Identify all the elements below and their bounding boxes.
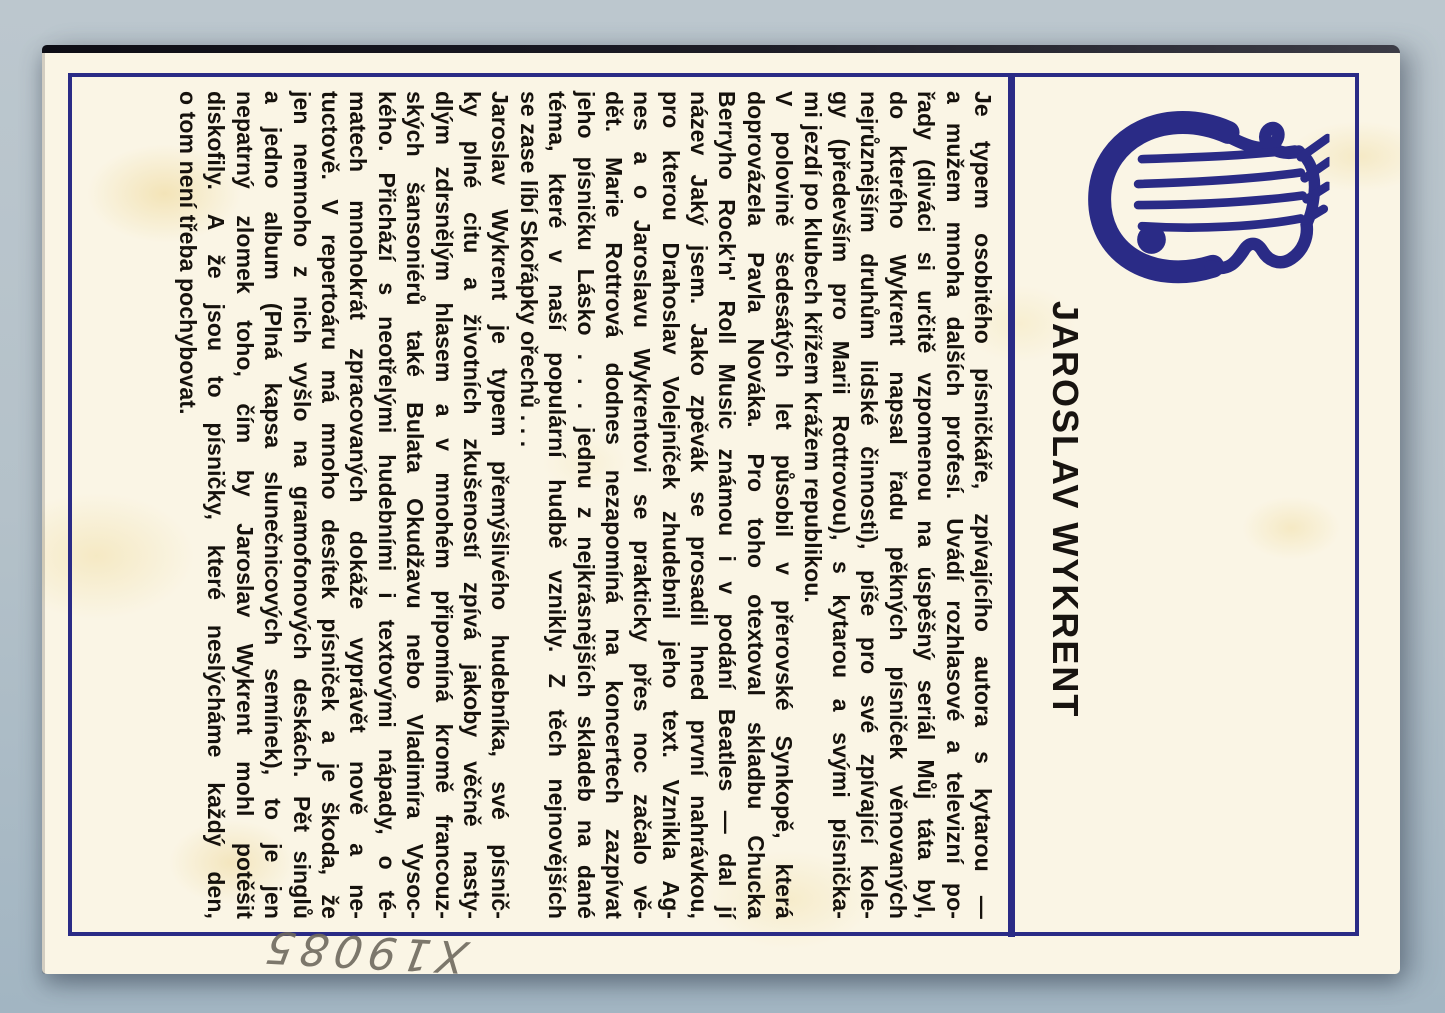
text-line: jen nemnoho z nich vyšlo na gramofonových deskách. Pět singlů — [288, 91, 315, 919]
text-line: a jedno album (Plná kapsa slunečnicových semínek), to je jen — [260, 91, 287, 919]
text-line: nejrůznějším druhům lidské činnosti), píše pro své zpívající kole- — [856, 91, 883, 919]
rotated-card-content — [70, 73, 1357, 937]
text-line: V polovině šedesátých let působil v přerovské Synkopě, která — [771, 91, 798, 919]
text-line: Jaroslav Wykrent je typem přemýšlivého hudebníka, své písnič- — [487, 91, 514, 919]
text-line: ky plné citu a životních zkušeností zpívá jakoby věčně nasty- — [458, 91, 485, 919]
text-line: kého. Přichází s neotřelými hudebními i textovými nápady, o té- — [373, 91, 400, 919]
text-line: se zase líbí Skořápky ořechů . . . — [515, 91, 542, 448]
text-line: pro kterou Drahoslav Volejníček zhudebnil jeho text. Vznikla Ag- — [657, 91, 684, 919]
card-top-edge-shadow — [42, 45, 1400, 53]
publisher-logo — [1085, 100, 1330, 290]
title-divider-rule — [1008, 73, 1015, 937]
biography-text — [174, 91, 997, 919]
text-line: ských šansoniérů také Bulata Okudžavu nebo Vladimíra Vysoc- — [402, 91, 429, 919]
card-left-edge-shadow — [42, 49, 45, 974]
artist-name-title: JAROSLAV WYKRENT — [1045, 301, 1086, 719]
text-line: matech mnohokrát zpracovaných dokáže vyprávět nově a ne- — [345, 91, 372, 919]
text-line: gy (především pro Marii Rottrovou), s kytarou a svými písnička- — [828, 91, 855, 919]
text-line: řady (diváci si určitě vzpomenou na úspěšný seriál Můj táta byl, — [913, 91, 940, 919]
text-line: Je typem osobitého písničkáře, zpívajícího autora s kytarou — — [970, 91, 996, 919]
text-line: nes a o Jaroslavu Wykrentovi se prakticky přes noc začalo vě- — [629, 91, 656, 919]
postcard — [42, 45, 1400, 982]
text-line: téma, které v naší populární hudbě vznikly. Z těch nejnovějších — [544, 91, 571, 919]
text-line: doprovázela Pavla Nováka. Pro toho otextoval skladbu Chucka — [742, 91, 769, 919]
handwritten-catalog-number: X19085 — [256, 920, 472, 982]
text-line: o tom není třeba pochybovat. — [175, 91, 202, 415]
text-line: do kterého Wykrent napsal řadu pěkných písniček věnovaných — [884, 91, 911, 919]
text-line: jeho písničku Lásko . . . jednu z nejkrásnějších skladeb na dané — [572, 91, 599, 919]
text-line: mi jezdí po klubech křížem krážem republikou. — [799, 91, 826, 603]
stylized-guitar-logo-icon — [1085, 100, 1330, 290]
text-line: dlým zdrsnělým hlasem a v mnohém připomíná kromě francouz- — [430, 91, 457, 919]
text-line: název Jaký jsem. Jako zpěvák se prosadil hned první nahrávkou, — [686, 91, 713, 919]
text-line: Berryho Rock'n' Roll Music známou i v podání Beatles — dal jí — [714, 91, 741, 919]
text-line: diskofily. A že jsou to písničky, které neslýcháme každý den, — [203, 91, 230, 919]
text-line: tuctově. V repertoáru má mnoho desítek písniček a je škoda, že — [317, 91, 344, 919]
text-line: nepatrný zlomek toho, čím by Jaroslav Wykrent mohl potěšit — [231, 91, 258, 919]
text-line: a mužem mnoha dalších profesí. Uvádí rozhlasové a televizní po- — [941, 91, 968, 919]
text-line: dět. Marie Rottrová dodnes nezapomíná na koncertech zazpívat — [600, 91, 627, 919]
